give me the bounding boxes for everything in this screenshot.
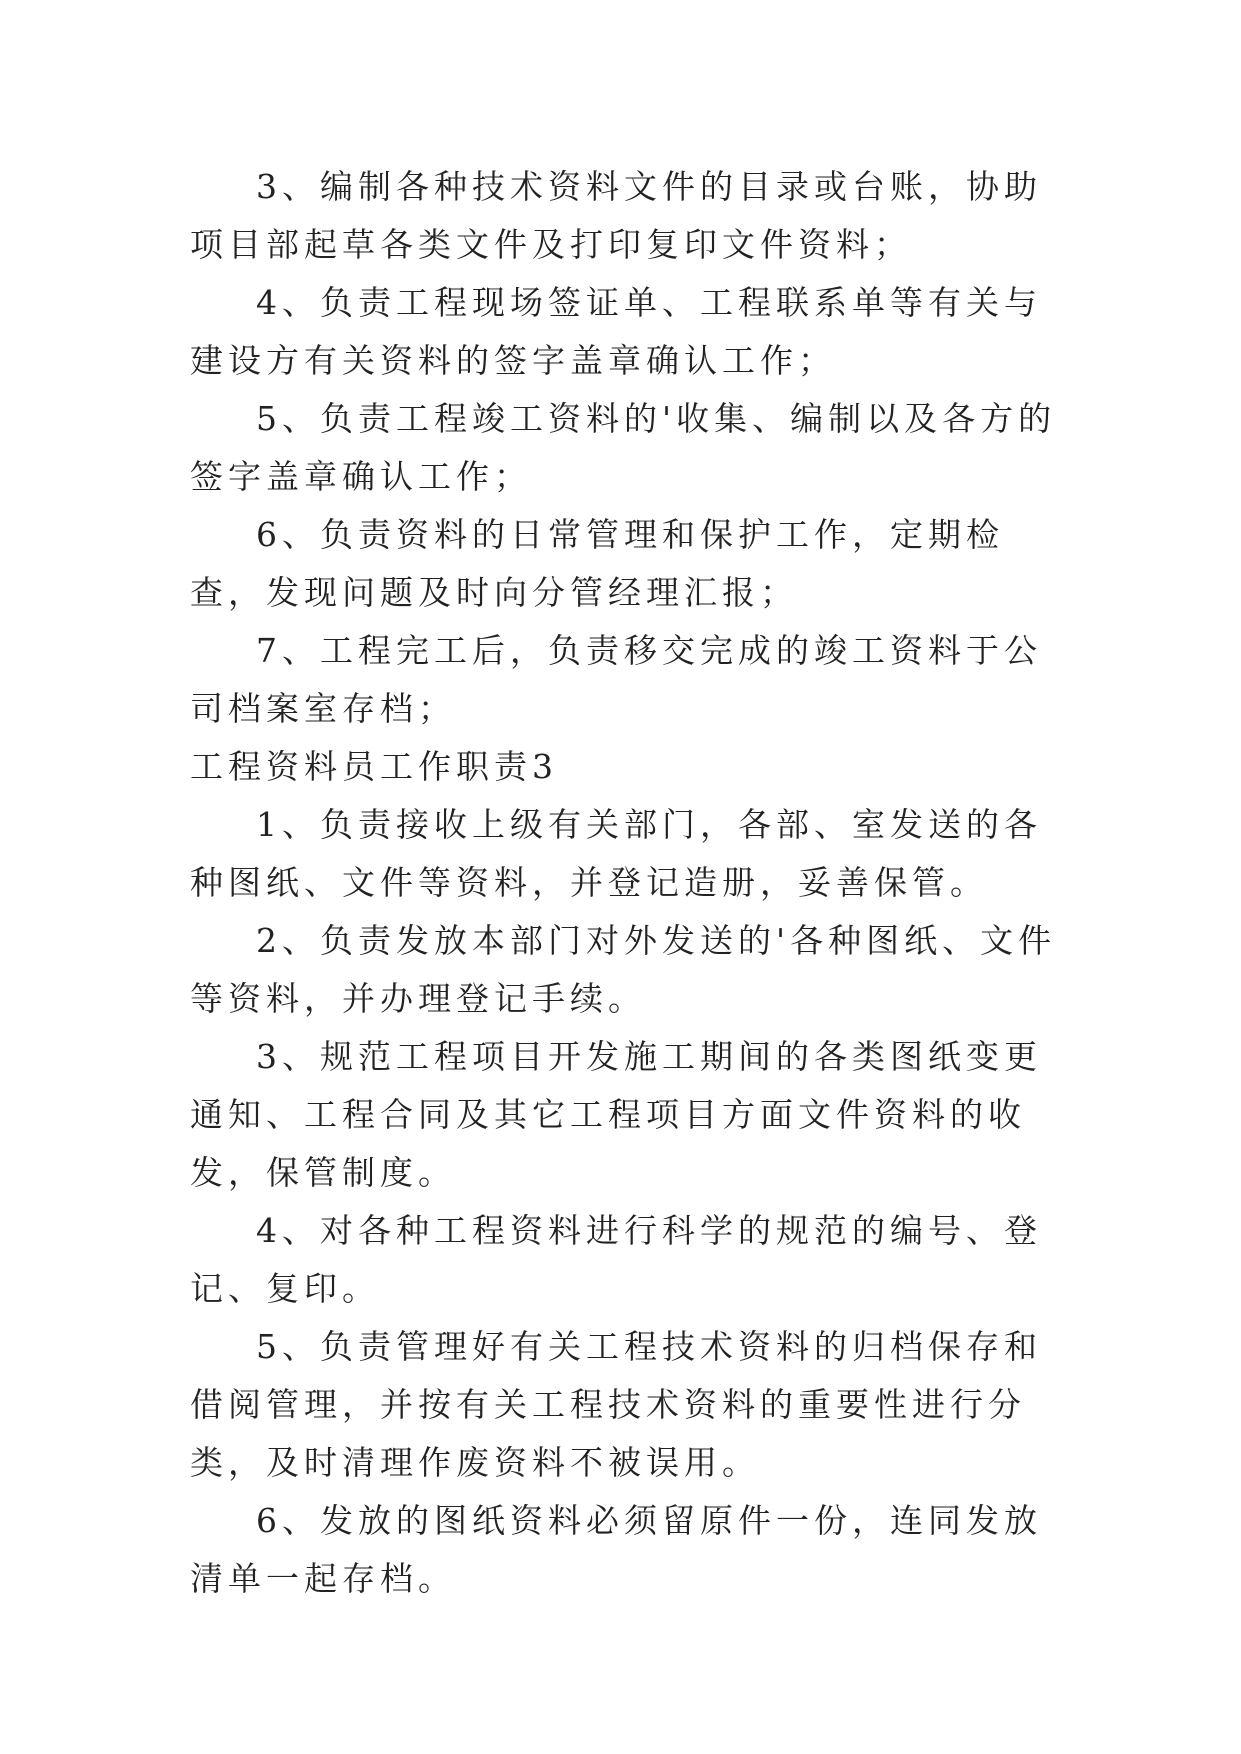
paragraph-item: 5、负责管理好有关工程技术资料的归档保存和借阅管理，并按有关工程技术资料的重要性进行分类，及时清理作废资料不被误用。: [190, 1327, 1042, 1482]
section-heading: 工程资料员工作职责3: [190, 747, 558, 786]
paragraph-item: 1、负责接收上级有关部门，各部、室发送的各种图纸、文件等资料，并登记造册，妥善保管。: [190, 805, 1042, 902]
paragraph-item: 3、规范工程项目开发施工期间的各类图纸变更通知、工程合同及其它工程项目方面文件资料的收发，保管制度。: [190, 1037, 1042, 1192]
paragraph-item: 4、对各种工程资料进行科学的规范的编号、登记、复印。: [190, 1211, 1042, 1308]
paragraph-item: 6、发放的图纸资料必须留原件一份，连同发放清单一起存档。: [190, 1501, 1042, 1598]
paragraph-item: 7、工程完工后，负责移交完成的竣工资料于公司档案室存档；: [190, 631, 1042, 728]
paragraph-item: 5、负责工程竣工资料的'收集、编制以及各方的签字盖章确认工作；: [190, 399, 1057, 496]
paragraph-item: 6、负责资料的日常管理和保护工作，定期检查，发现问题及时向分管经理汇报；: [190, 515, 1004, 612]
document-body: [190, 158, 1070, 1608]
paragraph-item: 3、编制各种技术资料文件的目录或台账，协助项目部起草各类文件及打印复印文件资料；: [190, 167, 1042, 264]
paragraph-item: 4、负责工程现场签证单、工程联系单等有关与建设方有关资料的签字盖章确认工作；: [190, 283, 1042, 380]
paragraph-item: 2、负责发放本部门对外发送的'各种图纸、文件等资料，并办理登记手续。: [190, 921, 1057, 1018]
